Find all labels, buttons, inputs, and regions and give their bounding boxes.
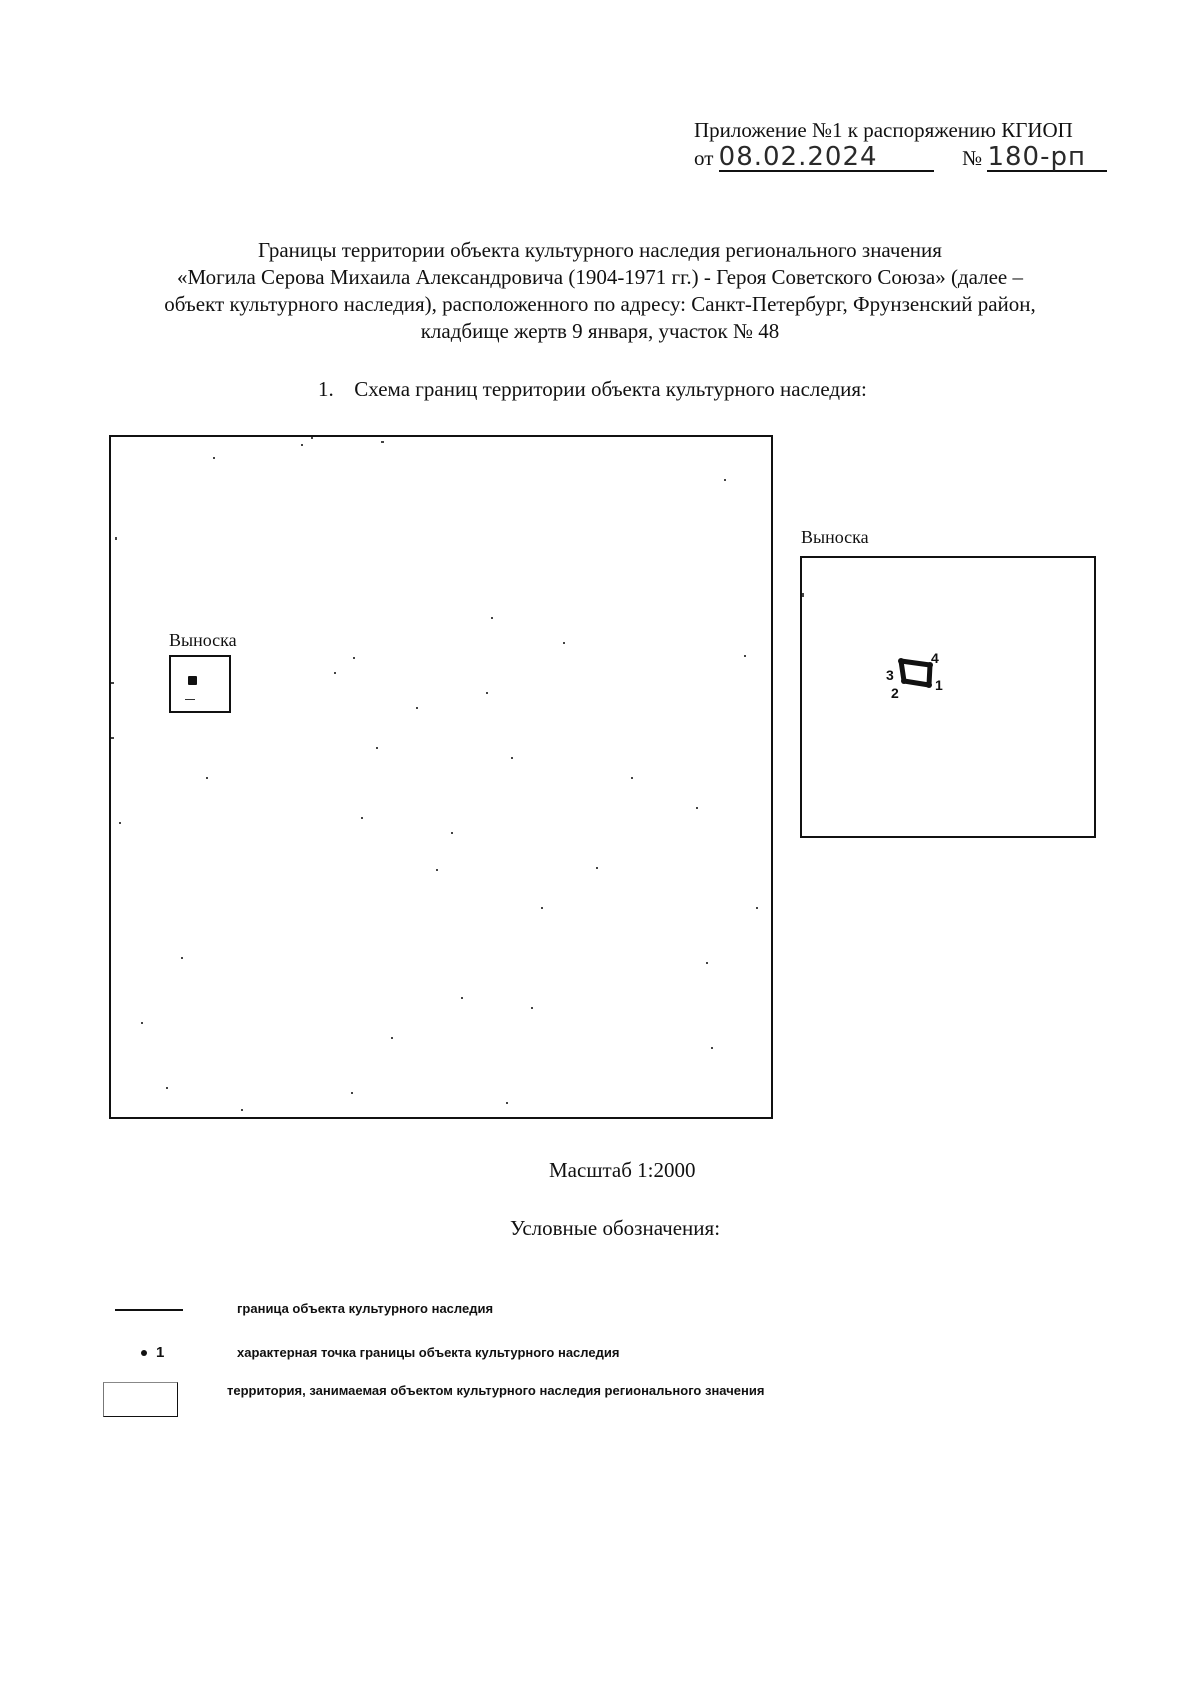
inset-map [800, 556, 1096, 838]
scale-label: Масштаб 1:2000 [549, 1158, 696, 1182]
legend-text-area: территория, занимаемая объектом культурного наследия регионального значения [227, 1383, 765, 1398]
section-heading [318, 377, 867, 402]
appendix-reference: Приложение №1 к распоряжению КГИОП [694, 118, 1073, 142]
order-number: 180-рп [987, 144, 1107, 172]
section-title: Схема границ территории объекта культурного наследия: [354, 377, 867, 401]
number-prefix: № [962, 146, 983, 170]
main-map [109, 435, 773, 1119]
order-date: 08.02.2024 [719, 144, 934, 172]
legend-text-boundary: граница объекта культурного наследия [237, 1301, 494, 1316]
point-label-1: 1 [935, 677, 943, 693]
point-label-4: 4 [931, 650, 939, 666]
legend-point-symbol [141, 1350, 147, 1356]
section-number: 1. [318, 377, 334, 401]
title-line-2: «Могила Серова Михаила Александровича (1904-1971 гг.) - Героя Советского Союза» (далее – [176, 265, 1023, 289]
order-date-number-line [694, 144, 1134, 172]
boundary-point-2 [901, 678, 907, 684]
title-line-4: кладбище жертв 9 января, участок № 48 [420, 319, 780, 343]
callout-frame [169, 655, 231, 713]
callout-tick [185, 699, 195, 700]
title-line-1: Границы территории объекта культурного наследия регионального значения [258, 238, 942, 262]
legend-line-symbol [115, 1309, 183, 1311]
callout-label: Выноска [169, 630, 237, 650]
point-label-2: 2 [891, 685, 899, 701]
boundary-point-3 [898, 658, 904, 664]
legend-text-point: характерная точка границы объекта культурного наследия [237, 1345, 620, 1360]
boundary-point-1 [926, 682, 932, 688]
object-marker [188, 676, 197, 685]
legend-point-label: 1 [156, 1344, 165, 1361]
inset-drawing [802, 558, 1094, 836]
legend-title: Условные обозначения: [510, 1216, 721, 1240]
point-label-3: 3 [886, 667, 894, 683]
document-title [80, 237, 1120, 345]
legend-area-symbol [103, 1382, 178, 1417]
inset-label: Выноска [801, 527, 869, 547]
title-line-3: объект культурного наследия), расположенного по адресу: Санкт-Петербург, Фрунзенский район, [164, 292, 1036, 316]
date-prefix: от [694, 146, 714, 170]
map-speckle [111, 437, 771, 1117]
